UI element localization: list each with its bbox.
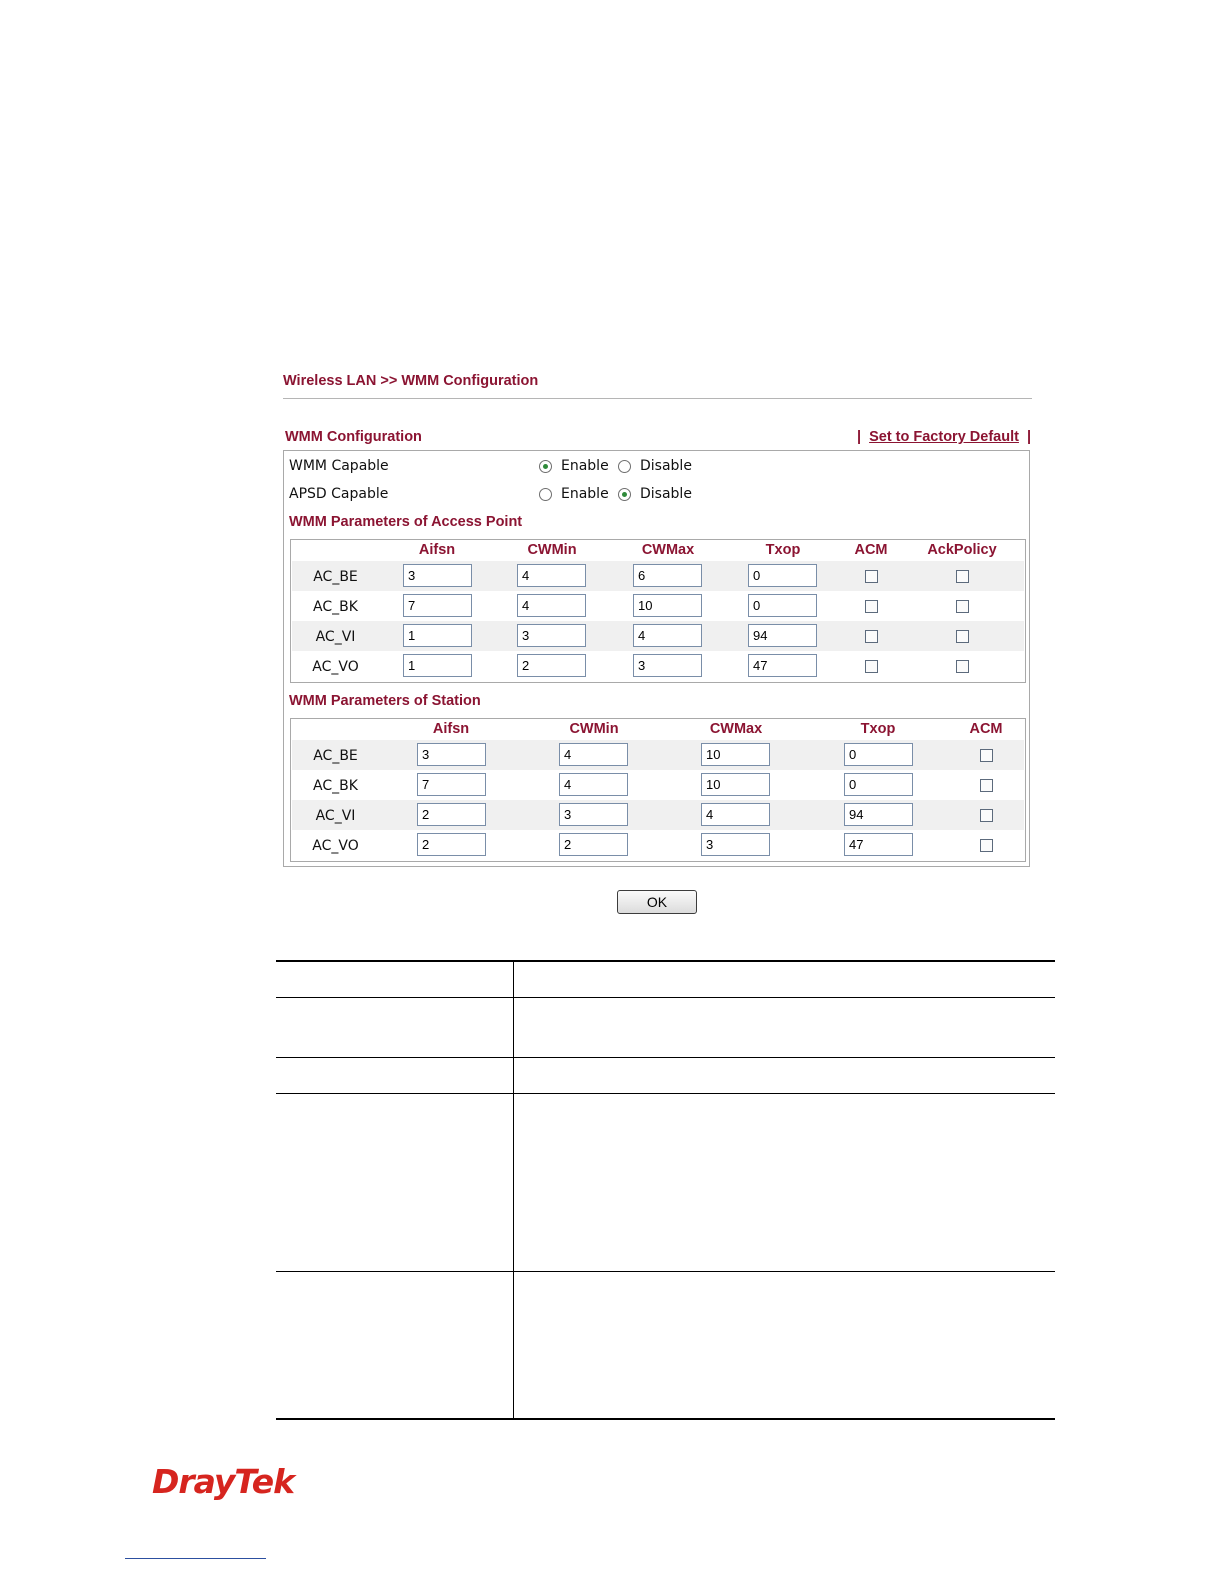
table-row-stripe xyxy=(292,800,1024,830)
station-ac_bk-acm-checkbox[interactable] xyxy=(980,779,993,792)
station-ac_vi-cwmin-input[interactable]: 3 xyxy=(559,803,628,826)
header-divider xyxy=(283,398,1032,399)
doc-table-divider xyxy=(276,1057,1055,1058)
ap-ac_vi-ackpolicy-checkbox[interactable] xyxy=(956,630,969,643)
set-factory-default-link[interactable]: Set to Factory Default xyxy=(869,429,1019,445)
ap-ac_be-cwmax-input[interactable]: 6 xyxy=(633,564,702,587)
ap-row-label-ac_vi: AC_VI xyxy=(315,629,356,645)
doc-table-divider xyxy=(276,997,1055,998)
column-header-cwmin: CWMin xyxy=(527,542,577,558)
apsd-capable-enable-radio[interactable] xyxy=(539,488,552,501)
station-ac_bk-txop-input[interactable]: 0 xyxy=(844,773,913,796)
pipe-separator-left: | xyxy=(857,429,862,445)
ap-ac_be-txop-input[interactable]: 0 xyxy=(748,564,817,587)
station-ac_be-cwmax-input[interactable]: 10 xyxy=(701,743,770,766)
wmm-capable-disable-label: Disable xyxy=(640,458,692,474)
station-ac_vo-txop-input[interactable]: 47 xyxy=(844,833,913,856)
station-ac_vo-acm-checkbox[interactable] xyxy=(980,839,993,852)
doc-table-divider xyxy=(276,1271,1055,1272)
station-ac_vi-acm-checkbox[interactable] xyxy=(980,809,993,822)
ap-ac_bk-cwmax-input[interactable]: 10 xyxy=(633,594,702,617)
doc-table-divider xyxy=(276,1093,1055,1094)
wmm-capable-label: WMM Capable xyxy=(289,458,389,474)
station-ac_vo-aifsn-input[interactable]: 2 xyxy=(417,833,486,856)
table-row-stripe xyxy=(292,740,1024,770)
ap-ac_vi-cwmin-input[interactable]: 3 xyxy=(517,624,586,647)
doc-table-top-border xyxy=(276,960,1055,962)
ap-ac_bk-aifsn-input[interactable]: 7 xyxy=(403,594,472,617)
station-column-header-txop: Txop xyxy=(860,721,896,737)
wmm-capable-disable-radio[interactable] xyxy=(618,460,631,473)
station-ac_be-cwmin-input[interactable]: 4 xyxy=(559,743,628,766)
breadcrumb: Wireless LAN >> WMM Configuration xyxy=(283,373,539,389)
ap-ac_bk-txop-input[interactable]: 0 xyxy=(748,594,817,617)
draytek-logo: DrayTek xyxy=(152,1462,295,1501)
station-row-label-ac_vo: AC_VO xyxy=(312,838,359,854)
ap-ac_be-ackpolicy-checkbox[interactable] xyxy=(956,570,969,583)
apsd-capable-label: APSD Capable xyxy=(289,486,389,502)
doc-table-column-divider xyxy=(513,961,514,1419)
station-row-label-ac_vi: AC_VI xyxy=(315,808,356,824)
station-column-header-aifsn: Aifsn xyxy=(432,721,470,737)
station-column-header-cwmax: CWMax xyxy=(709,721,763,737)
station-column-header-acm: ACM xyxy=(969,721,1003,737)
station-ac_vo-cwmin-input[interactable]: 2 xyxy=(559,833,628,856)
ap-ac_vo-aifsn-input[interactable]: 1 xyxy=(403,654,472,677)
ap-ac_bk-ackpolicy-checkbox[interactable] xyxy=(956,600,969,613)
ap-ac_vi-acm-checkbox[interactable] xyxy=(865,630,878,643)
ap-ac_be-cwmin-input[interactable]: 4 xyxy=(517,564,586,587)
station-ac_bk-aifsn-input[interactable]: 7 xyxy=(417,773,486,796)
apsd-capable-enable-label: Enable xyxy=(561,486,609,502)
ap-ac_vo-acm-checkbox[interactable] xyxy=(865,660,878,673)
ap-ac_vo-cwmax-input[interactable]: 3 xyxy=(633,654,702,677)
column-header-acm: ACM xyxy=(854,542,888,558)
ap-row-label-ac_vo: AC_VO xyxy=(312,659,359,675)
ap-row-label-ac_be: AC_BE xyxy=(313,569,358,585)
footer-rule xyxy=(125,1558,266,1559)
station-ac_vo-cwmax-input[interactable]: 3 xyxy=(701,833,770,856)
ap-row-label-ac_bk: AC_BK xyxy=(313,599,358,615)
wmm-capable-enable-label: Enable xyxy=(561,458,609,474)
station-ac_be-acm-checkbox[interactable] xyxy=(980,749,993,762)
station-row-label-ac_be: AC_BE xyxy=(313,748,358,764)
station-ac_vi-txop-input[interactable]: 94 xyxy=(844,803,913,826)
station-ac_be-txop-input[interactable]: 0 xyxy=(844,743,913,766)
factory-default-bar xyxy=(857,429,1031,445)
column-header-ackpolicy: AckPolicy xyxy=(927,542,997,558)
ap-ac_vo-txop-input[interactable]: 47 xyxy=(748,654,817,677)
column-header-aifsn: Aifsn xyxy=(418,542,456,558)
ap-ac_bk-cwmin-input[interactable]: 4 xyxy=(517,594,586,617)
station-ac_vi-aifsn-input[interactable]: 2 xyxy=(417,803,486,826)
ap-ac_vi-txop-input[interactable]: 94 xyxy=(748,624,817,647)
ap-ac_vi-aifsn-input[interactable]: 1 xyxy=(403,624,472,647)
column-header-txop: Txop xyxy=(765,542,801,558)
station-row-label-ac_bk: AC_BK xyxy=(313,778,358,794)
section-title: WMM Configuration xyxy=(285,429,422,445)
station-ac_be-aifsn-input[interactable]: 3 xyxy=(417,743,486,766)
ap-ac_be-aifsn-input[interactable]: 3 xyxy=(403,564,472,587)
column-header-cwmax: CWMax xyxy=(641,542,695,558)
ap-ac_be-acm-checkbox[interactable] xyxy=(865,570,878,583)
wmm-capable-enable-radio[interactable] xyxy=(539,460,552,473)
pipe-separator-right: | xyxy=(1026,429,1031,445)
ok-button[interactable]: OK xyxy=(617,890,697,914)
station-ac_bk-cwmax-input[interactable]: 10 xyxy=(701,773,770,796)
station-column-header-cwmin: CWMin xyxy=(569,721,619,737)
ap-params-title: WMM Parameters of Access Point xyxy=(289,514,523,530)
doc-table-bottom-border xyxy=(276,1418,1055,1420)
ap-ac_vi-cwmax-input[interactable]: 4 xyxy=(633,624,702,647)
apsd-capable-disable-label: Disable xyxy=(640,486,692,502)
ap-ac_vo-cwmin-input[interactable]: 2 xyxy=(517,654,586,677)
ap-ac_vo-ackpolicy-checkbox[interactable] xyxy=(956,660,969,673)
station-params-title: WMM Parameters of Station xyxy=(289,693,481,709)
apsd-capable-disable-radio[interactable] xyxy=(618,488,631,501)
station-ac_vi-cwmax-input[interactable]: 4 xyxy=(701,803,770,826)
ap-ac_bk-acm-checkbox[interactable] xyxy=(865,600,878,613)
station-ac_bk-cwmin-input[interactable]: 4 xyxy=(559,773,628,796)
